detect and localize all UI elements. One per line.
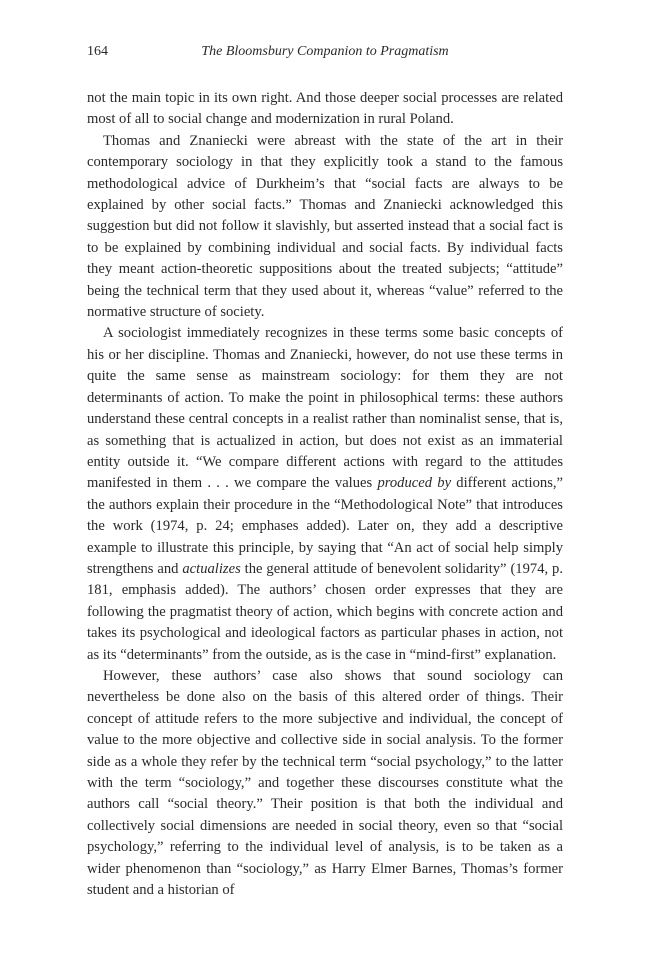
paragraph-text: A sociologist immediately recognizes in these terms some basic concepts of his or her discipline. Thomas and Znaniecki, however, do not use these terms in quite the same sense as mainstream sociology: for them they are not determinants of action. To make the point in philosophical terms: these authors understand these central concepts in a realist rather than nominalist sense, that is, as something that is actualized in action, but does not exist as an immaterial entity outside it. “We compare different actions with regard to the attitudes manifested in them . . . we compare the values [87, 325, 563, 492]
running-head: The Bloomsbury Companion to Pragmatism [201, 44, 449, 59]
italic-phrase: actualizes [182, 560, 241, 577]
paragraph [87, 131, 563, 324]
paragraph-text: However, these authors’ case also shows that sound sociology can nevertheless be done also on the basis of this altered order of things. Their concept of attitude refers to the more subjective and individual, the concept of value to the more objective and collective side in social analysis. To the former side as a whole they refer by the technical term “social psychology,” to the latter with the term “sociology,” and together these discourses constitute what the authors call “social theory.” Their position is that both the individual and collectively social dimensions are needed in social theory, even so that “social psychology,” referring to the individual level of analysis, is to be taken as a wider phenomenon than “sociology,” as Harry Elmer Barnes, Thomas’s former student and a historian of [87, 667, 563, 899]
page-number: 164 [87, 44, 108, 59]
page-header [87, 44, 563, 66]
paragraph [87, 323, 563, 666]
paragraph [87, 88, 563, 131]
paragraph [87, 666, 563, 901]
italic-phrase: produced by [377, 475, 452, 492]
paragraph-text: different actions,” the authors explain their procedure in the “Methodological Note” that introduces the work (1974, p. 24; emphases added). Later on, they add a descriptive example to illustrate this principle, by saying that “An act of social help simply strengthens and [87, 475, 563, 577]
paragraph-text: not the main topic in its own right. And those deeper social processes are related most of all to social change and modernization in rural Poland. [87, 90, 563, 128]
paragraph-text: Thomas and Znaniecki were abreast with the state of the art in their contemporary sociology in that they explicitly took a stand to the famous methodological advice of Durkheim’s that “social facts are always to be explained by other social facts.” Thomas and Znaniecki acknowledged this suggestion but did not follow it slavishly, but asserted instead that a social fact is to be explained by combining individual and social facts. By individual facts they meant action-theoretic suppositions about the treated subjects; “attitude” being the technical term that they used about it, whereas “value” referred to the normative structure of society. [87, 132, 563, 321]
body-text [87, 88, 563, 901]
paragraph-text: the general attitude of benevolent solidarity” (1974, p. 181, emphasis added). The authors’ chosen order expresses that they are following the pragmatist theory of action, which begins with concrete action and takes its psychological and ideological factors as particular phases in action, not as its “determinants” from the outside, as is the case in “mind-first” explanation. [87, 560, 564, 663]
